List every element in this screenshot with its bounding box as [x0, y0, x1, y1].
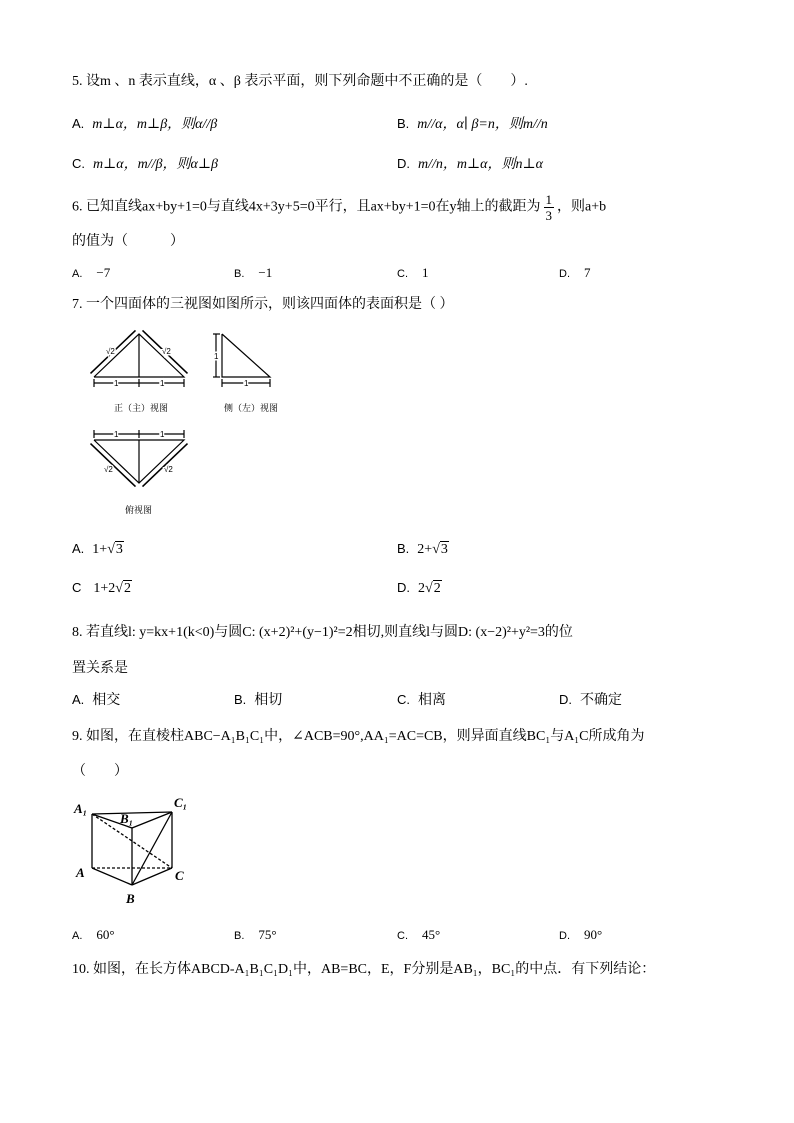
option-label: D. [397, 156, 410, 171]
q8-option-c [397, 691, 446, 710]
option-label: A. [72, 268, 83, 280]
q7-option-b [397, 540, 449, 559]
q5-option-c [72, 155, 218, 174]
point-b1-label: B₁ [120, 811, 134, 826]
option-label: C. [397, 268, 408, 280]
edge-a-b [92, 868, 132, 885]
option-label: C. [72, 156, 85, 171]
option-label: D. [559, 692, 572, 707]
option-label: B. [397, 116, 410, 131]
q5-option-a [72, 115, 217, 134]
q6-stem-before: 6. 已知直线ax+by+1=0与直线4x+3y+5=0平行，且ax+by+1=0在y轴上的截距为 [72, 199, 541, 215]
q6-stem-line1 [72, 193, 606, 222]
q5-stem: 5. 设m 、n 表示直线，α 、β 表示平面，则下列命题中不正确的是（ ）. [72, 74, 528, 89]
option-prefix: 2+ [417, 542, 433, 557]
q6-stem-after: ，则a+b [557, 199, 607, 215]
q6-fraction [544, 193, 555, 222]
option-text: −7 [96, 265, 111, 280]
q9-stem-line1: 9. 如图，在直棱柱ABC−A₁B₁C₁中，∠ACB=90°,AA₁=AC=CB，则异面直线BC₁与A₁C所成角为 [72, 729, 645, 744]
q7-front-view [86, 326, 196, 392]
q8-stem-line2: 置关系是 [72, 661, 128, 676]
q9-prism-figure [72, 795, 192, 910]
option-text: m⊥α，m⊥β，则α//β [92, 117, 218, 132]
side-view-caption: 侧（左）视图 [224, 403, 279, 413]
q7-stem: 7. 一个四面体的三视图如图所示，则该四面体的表面积是（ ） [72, 297, 454, 312]
q9-stem-line2: （ ） [72, 764, 128, 779]
option-text: 60° [96, 927, 115, 942]
front-slant-label-right: √2 [162, 347, 171, 356]
top-slant-label-right: √2 [164, 465, 173, 474]
front-slant-label-left: √2 [106, 347, 115, 356]
option-label: C. [397, 692, 410, 707]
option-label: D. [559, 930, 570, 942]
q6-stem-line2: 的值为（ ） [72, 234, 184, 249]
q7-option-a [72, 540, 124, 559]
q10-stem: 10. 如图，在长方体ABCD-A₁B₁C₁D₁中，AB=BC，E，F分别是AB₁，BC₁的中点．有下列结论： [72, 962, 656, 977]
q6-option-b [234, 264, 272, 283]
q7-top-view [86, 428, 196, 492]
radicand: 3 [115, 542, 123, 557]
top-label-right: 1 [160, 430, 165, 439]
option-text: m//n，m⊥α，则n⊥α [418, 157, 544, 172]
option-label: B. [397, 541, 410, 556]
option-label: B. [234, 692, 247, 707]
q6-option-c [397, 264, 429, 283]
radicand: 2 [433, 581, 441, 596]
q7-option-d [397, 579, 442, 598]
q5-option-b [397, 115, 548, 134]
option-text: 75° [258, 927, 277, 942]
option-label: D. [397, 580, 410, 595]
q8-option-d [559, 691, 622, 710]
front-base-label-right: 1 [160, 379, 165, 388]
radicand: 3 [440, 542, 448, 557]
side-base-label: 1 [244, 379, 249, 388]
option-text: 相离 [418, 693, 446, 708]
option-prefix: 1+ [92, 542, 108, 557]
q8-stem-line1: 8. 若直线l: y=kx+1(k<0)与圆C: (x+2)²+(y−1)²=2相切,则直线l与圆D: (x−2)²+y²=3的位 [72, 625, 573, 640]
top-view-left-dimension [91, 444, 136, 487]
option-label: B. [234, 930, 245, 942]
point-c-label: C [175, 868, 184, 883]
q6-option-a [72, 264, 110, 283]
q9-option-b [234, 926, 277, 945]
fraction-denominator: 3 [545, 208, 552, 223]
option-text: 45° [422, 927, 441, 942]
q9-option-a [72, 926, 115, 945]
option-text: m⊥α，m//β，则α⊥β [93, 157, 218, 172]
option-label: B. [234, 268, 245, 280]
option-text: −1 [258, 265, 273, 280]
option-text: 1 [422, 265, 429, 280]
fraction-numerator: 1 [545, 192, 552, 207]
point-b-label: B [126, 891, 135, 906]
option-label: A. [72, 116, 85, 131]
radical-sign: √ [115, 581, 123, 596]
radical-sign: √ [432, 542, 440, 557]
q8-option-a [72, 691, 120, 710]
option-label: C [72, 580, 82, 595]
q5-option-d [397, 155, 543, 174]
top-slant-label-left: √2 [104, 465, 113, 474]
front-view-caption: 正（主）视图 [114, 403, 169, 413]
top-label-left: 1 [114, 430, 119, 439]
radical-sign: √ [107, 542, 115, 557]
option-text: 相切 [254, 693, 283, 708]
point-a-label: A [76, 865, 85, 880]
q9-option-d [559, 926, 602, 945]
q7-option-c [72, 579, 132, 598]
point-a1-label: A₁ [74, 801, 88, 816]
option-prefix: 2 [418, 581, 425, 596]
q8-option-b [234, 691, 282, 710]
option-text: m//α，α∣ β=n，则m//n [417, 117, 548, 132]
radicand: 2 [123, 581, 131, 596]
side-view-outline [222, 334, 270, 377]
option-label: A. [72, 692, 85, 707]
q7-side-view [210, 326, 280, 392]
radical-sign: √ [425, 581, 433, 596]
option-label: A. [72, 930, 83, 942]
q9-option-c [397, 926, 440, 945]
option-prefix: 1+2 [93, 581, 116, 596]
side-height-label: 1 [214, 352, 219, 361]
edge-b1-c1 [132, 812, 172, 828]
option-text: 相交 [92, 693, 121, 708]
option-text: 90° [584, 927, 603, 942]
option-text: 7 [584, 265, 591, 280]
option-label: D. [559, 268, 570, 280]
front-base-label-left: 1 [114, 379, 119, 388]
q6-option-d [559, 264, 591, 283]
point-c1-label: C₁ [174, 795, 188, 810]
option-text: 不确定 [580, 693, 622, 708]
edge-b-c [132, 868, 172, 885]
option-label: A. [72, 541, 85, 556]
segment-b-c1 [132, 812, 172, 885]
top-view-caption: 俯视图 [125, 505, 153, 515]
option-label: C. [397, 930, 408, 942]
